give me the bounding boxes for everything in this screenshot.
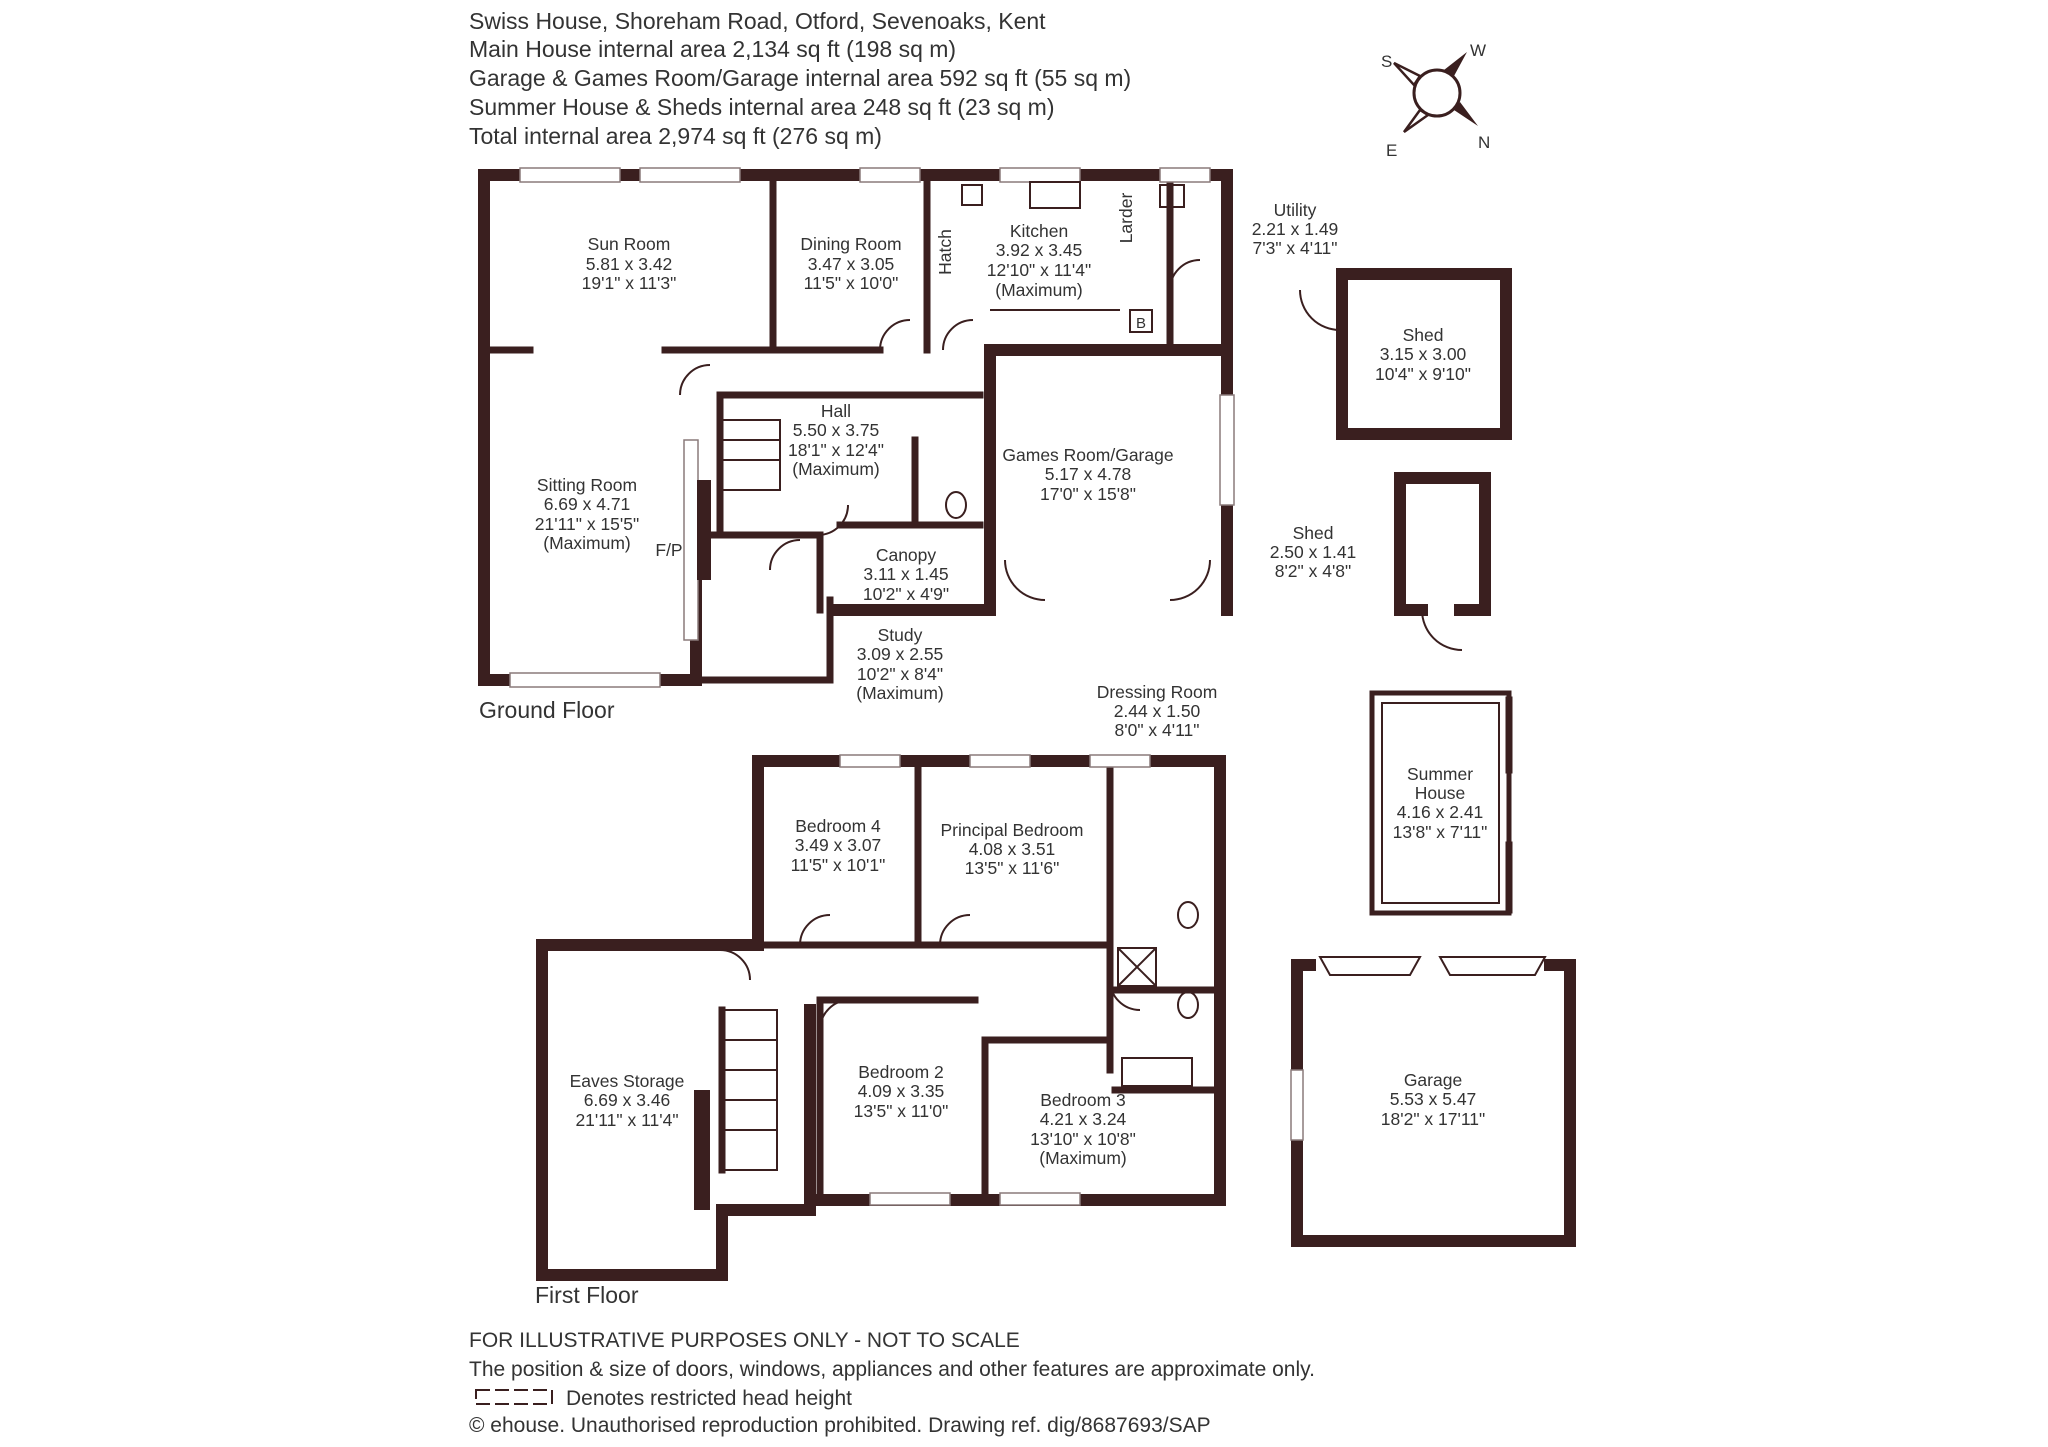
footer-legend: Denotes restricted head height — [566, 1387, 853, 1410]
footer — [469, 1329, 1315, 1437]
canopy-imperial: 10'2" x 4'9" — [862, 584, 950, 604]
dressing-room-imperial: 8'0" x 4'11" — [1114, 720, 1200, 740]
bedroom-3-metric: 4.21 x 3.24 — [1039, 1109, 1127, 1129]
first-floor-plan — [535, 682, 1220, 1308]
bedroom-4-imperial: 11'5" x 10'1" — [790, 855, 886, 875]
study-note: (Maximum) — [856, 683, 944, 703]
boiler-label: B — [1135, 315, 1147, 332]
summer-house-name-2: House — [1414, 783, 1466, 803]
ground-floor-plan — [479, 168, 1338, 723]
sitting-room-note: (Maximum) — [543, 533, 631, 553]
study-name: Study — [877, 625, 923, 645]
restricted-height-legend-icon — [476, 1390, 552, 1404]
header-total-area: Total internal area 2,974 sq ft (276 sq m) — [469, 123, 882, 149]
bedroom-3-imperial: 13'10" x 10'8" — [1030, 1129, 1136, 1149]
summer-house-metric: 4.16 x 2.41 — [1396, 802, 1484, 822]
shed-1-name: Shed — [1402, 325, 1444, 345]
larder-label: Larder — [1116, 192, 1136, 244]
outbuildings — [1270, 274, 1570, 1241]
header — [469, 8, 1131, 149]
header-garage-area: Garage & Games Room/Garage internal area 592 sq ft (55 sq m) — [469, 65, 1132, 91]
dressing-room-metric: 2.44 x 1.50 — [1113, 701, 1201, 721]
principal-bedroom-name: Principal Bedroom — [940, 820, 1084, 840]
hall-note: (Maximum) — [792, 459, 880, 479]
shed-2-imperial: 8'2" x 4'8" — [1274, 561, 1352, 581]
sitting-room-name: Sitting Room — [536, 475, 638, 495]
header-address: Swiss House, Shoreham Road, Otford, Sevenoaks, Kent — [469, 8, 1046, 34]
games-room-imperial: 17'0" x 15'8" — [1040, 484, 1136, 504]
summer-house-name: Summer — [1406, 764, 1474, 784]
summer-house-imperial: 13'8" x 7'11" — [1392, 822, 1488, 842]
dining-room-name: Dining Room — [800, 234, 902, 254]
header-main-house-area: Main House internal area 2,134 sq ft (198 sq m) — [469, 36, 957, 62]
compass-north: N — [1478, 133, 1491, 152]
bedroom-2-imperial: 13'5" x 11'0" — [853, 1101, 949, 1121]
hall-metric: 5.50 x 3.75 — [792, 420, 880, 440]
utility-imperial: 7'3" x 4'11" — [1252, 238, 1338, 258]
principal-bedroom-metric: 4.08 x 3.51 — [968, 839, 1056, 859]
bedroom-4-name: Bedroom 4 — [795, 816, 881, 836]
bedroom-2-name: Bedroom 2 — [858, 1062, 944, 1082]
compass-south: S — [1381, 52, 1393, 71]
hall-imperial: 18'1" x 12'4" — [788, 440, 884, 460]
shed-2-name: Shed — [1292, 523, 1334, 543]
sitting-room-metric: 6.69 x 4.71 — [543, 494, 631, 514]
shed-1-imperial: 10'4" x 9'10" — [1375, 364, 1471, 384]
sun-room-imperial: 19'1" x 11'3" — [581, 273, 677, 293]
canopy-metric: 3.11 x 1.45 — [863, 564, 949, 584]
shed-2-metric: 2.50 x 1.41 — [1269, 542, 1357, 562]
hall-name: Hall — [820, 401, 852, 421]
bedroom-4-metric: 3.49 x 3.07 — [794, 835, 882, 855]
dressing-room-name: Dressing Room — [1096, 682, 1218, 702]
utility-name: Utility — [1273, 200, 1317, 220]
shed-1-metric: 3.15 x 3.00 — [1379, 344, 1467, 364]
bedroom-2-metric: 4.09 x 3.35 — [857, 1081, 945, 1101]
footer-note: The position & size of doors, windows, appliances and other features are approximate only. — [469, 1358, 1315, 1381]
study-metric: 3.09 x 2.55 — [856, 644, 944, 664]
bedroom-3-name: Bedroom 3 — [1040, 1090, 1126, 1110]
garage-name: Garage — [1403, 1070, 1463, 1090]
hatch-label: Hatch — [935, 229, 955, 275]
kitchen-note: (Maximum) — [995, 280, 1083, 300]
sitting-room-imperial: 21'11" x 15'5" — [534, 514, 640, 534]
kitchen-metric: 3.92 x 3.45 — [995, 240, 1083, 260]
fireplace-label: F/P — [655, 540, 683, 560]
first-floor-label: First Floor — [535, 1282, 639, 1308]
eaves-storage-name: Eaves Storage — [569, 1071, 685, 1091]
footer-copyright: © ehouse. Unauthorised reproduction prohibited. Drawing ref. dig/8687693/SAP — [469, 1414, 1211, 1437]
compass-west: W — [1470, 41, 1487, 60]
eaves-storage-metric: 6.69 x 3.46 — [583, 1090, 671, 1110]
games-room-metric: 5.17 x 4.78 — [1044, 464, 1132, 484]
kitchen-name: Kitchen — [1009, 221, 1069, 241]
kitchen-imperial: 12'10" x 11'4" — [986, 260, 1092, 280]
sun-room-metric: 5.81 x 3.42 — [585, 254, 673, 274]
garage-metric: 5.53 x 5.47 — [1389, 1089, 1477, 1109]
bedroom-3-note: (Maximum) — [1039, 1148, 1127, 1168]
utility-metric: 2.21 x 1.49 — [1251, 219, 1339, 239]
games-room-name: Games Room/Garage — [1002, 445, 1174, 465]
sun-room-name: Sun Room — [587, 234, 671, 254]
footer-disclaimer: FOR ILLUSTRATIVE PURPOSES ONLY - NOT TO SCALE — [469, 1329, 1020, 1352]
principal-bedroom-imperial: 13'5" x 11'6" — [964, 858, 1060, 878]
dining-room-imperial: 11'5" x 10'0" — [803, 273, 899, 293]
ground-floor-label: Ground Floor — [479, 697, 615, 723]
eaves-storage-imperial: 21'11" x 11'4" — [575, 1110, 679, 1130]
header-summer-house-area: Summer House & Sheds internal area 248 sq ft (23 sq m) — [469, 94, 1055, 120]
study-imperial: 10'2" x 8'4" — [856, 664, 944, 684]
dining-room-metric: 3.47 x 3.05 — [807, 254, 895, 274]
canopy-name: Canopy — [875, 545, 937, 565]
garage-imperial: 18'2" x 17'11" — [1380, 1109, 1486, 1129]
compass-east: E — [1386, 141, 1398, 160]
compass-rose-icon — [1381, 41, 1490, 160]
